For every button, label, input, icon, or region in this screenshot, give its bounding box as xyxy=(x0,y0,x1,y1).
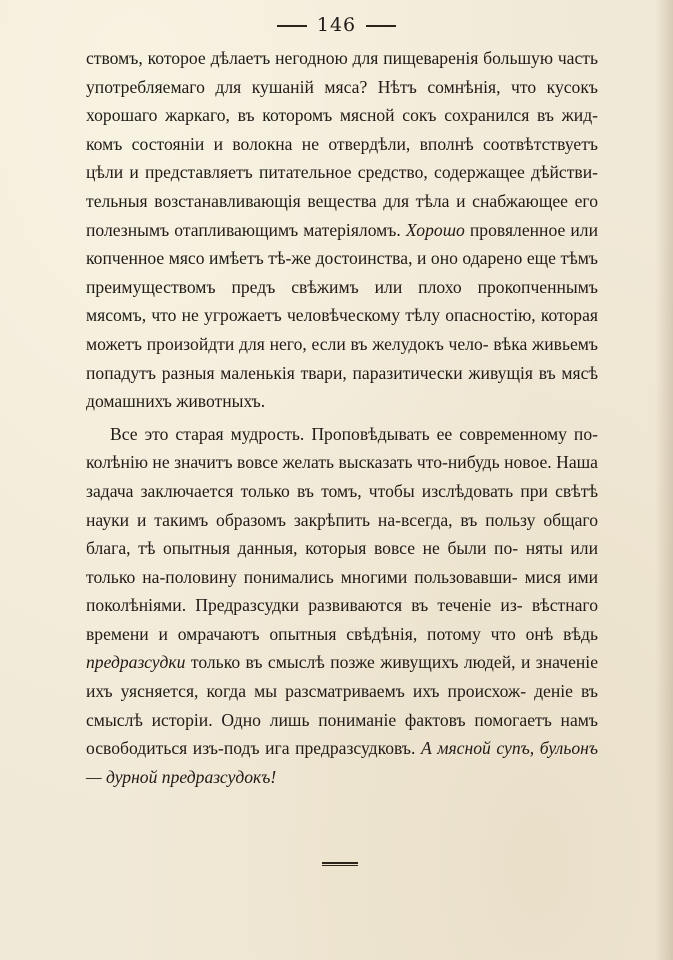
section-end-rule xyxy=(322,862,358,864)
paragraph-main xyxy=(86,420,598,792)
p2-line-12: намъ освободиться изъ-подъ ига предразсудковъ. xyxy=(86,709,598,759)
header-dash-left xyxy=(277,25,307,27)
body-text xyxy=(86,44,598,791)
p1-line-6: тельныя возстанавливающія вещества для тѣла и снабжающее его xyxy=(86,190,598,211)
p1-line-5: цѣли и представляетъ питательное средство, содержащее дѣйстви- xyxy=(86,162,598,183)
p1-line-7b: провяленное или xyxy=(464,219,599,240)
p2-line-8: вѣстнаго времени и омрачаютъ опытныя свѣдѣнія, потому что xyxy=(86,595,599,644)
p1-line-9: тѣмъ преимуществомъ предъ свѣжимъ или плохо прокопченнымъ xyxy=(86,248,599,297)
p2-line-7: мися ими поколѣніями. Предразсудки развиваются въ теченіе из- xyxy=(86,566,598,616)
paragraph-continuation xyxy=(86,44,598,416)
p1-line-12: вѣка живьемъ попадутъ разныя маленькія твари, паразитически xyxy=(86,333,599,383)
p2-line-9b: только въ смыслѣ позже живущихъ людей, xyxy=(185,652,516,673)
p1-line-4: комъ состояніи и волокна не отвердѣли, вполнѣ соотвѣтствуетъ xyxy=(86,133,598,154)
header-dash-right xyxy=(366,25,396,27)
p1-line-3: хорошаго жаркаго, въ которомъ мясной сокъ сохранился въ жид- xyxy=(86,105,598,126)
p2-line-11: деніе въ смыслѣ исторіи. Одно лишь пониманіе фактовъ помогаетъ xyxy=(86,681,598,730)
p1-line-2: употребляемаго для кушаній мяса? Нѣтъ сомнѣнія, что кусокъ xyxy=(86,76,598,97)
page-gutter-shadow xyxy=(655,0,673,960)
page-number: 146 xyxy=(316,14,357,36)
page-number-header xyxy=(0,12,673,38)
p1-line-7: полезнымъ отапливающимъ матеріяломъ. xyxy=(86,219,401,240)
p2-line-10: и значеніе ихъ уясняется, когда мы разсматриваемъ ихъ происхож- xyxy=(86,652,599,702)
p2-line-9: онѣ вѣдь xyxy=(525,623,599,644)
p2-line-5: общаго блага, тѣ опытныя данныя, которыя вовсе не были по- xyxy=(86,509,598,559)
p1-line-13: живущія въ мясѣ домашнихъ животныхъ. xyxy=(86,362,598,412)
p2-line-4: при свѣтѣ науки и такимъ образомъ закрѣпить на-всегда, въ пользу xyxy=(86,480,599,530)
p1-line-11: которая можетъ произойдти для него, если въ желудокъ чело- xyxy=(86,305,598,354)
p1-line-1: ствомъ, которое дѣлаетъ негодною для пищеваренія большую часть xyxy=(86,48,598,68)
p2-italic-phrase: предразсудки xyxy=(86,652,186,673)
p2-line-3: Наша задача заключается только въ томъ, чтобы изслѣдовать xyxy=(86,452,598,501)
p1-line-8: копченное мясо имѣетъ тѣ-же достоинства, и оно одарено еще xyxy=(86,248,556,269)
p1-italic-word: Хорошо xyxy=(405,219,465,240)
p1-line-10: мясомъ, что не угрожаетъ человѣческому тѣлу опасностію, xyxy=(86,305,536,326)
p2-line-6: няты или только на-половину понимались многими пользовавши- xyxy=(86,538,598,587)
p2-line-2: колѣнію не значитъ вовсе желать высказать что-нибудь новое. xyxy=(86,452,552,473)
p2-italic-ending: А мясной супъ, бульонъ — дурной предразсудокъ! xyxy=(86,738,598,787)
p2-line-1: Все это старая мудрость. Проповѣдывать ее современному по- xyxy=(110,423,598,444)
